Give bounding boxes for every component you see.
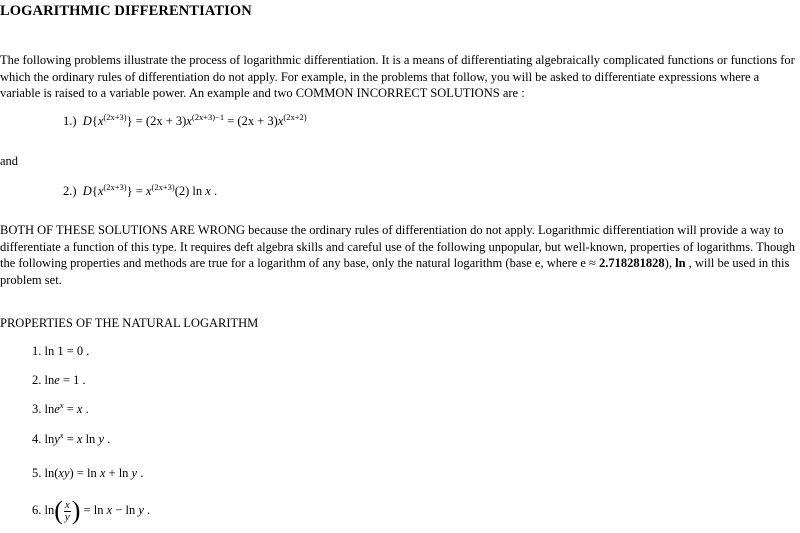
approx-symbol: ≈ bbox=[589, 256, 596, 270]
example-2-x2: x bbox=[145, 184, 152, 198]
example-2-label: 2.) bbox=[63, 184, 77, 198]
property-1 bbox=[32, 343, 89, 360]
example-1-exp: (2x+3) bbox=[103, 111, 127, 122]
example-1-x: x bbox=[97, 114, 104, 128]
property-3-sup: x bbox=[59, 399, 64, 410]
property-4-rvar: x bbox=[76, 432, 83, 446]
property-6-paren-close: ) bbox=[71, 496, 81, 525]
property-2-rhs: = 1 bbox=[62, 373, 80, 387]
example-1-exp3: (2x+2) bbox=[283, 111, 307, 122]
property-6-numerator: x bbox=[64, 498, 70, 511]
property-1-number: 1. bbox=[32, 344, 42, 358]
property-1-end: . bbox=[86, 344, 90, 358]
and-text: and bbox=[0, 154, 19, 168]
intro-paragraph: The following problems illustrate the process of logarithmic differentiation. It is a means of differentiating algebraically complicated functions or functions for which the ordinary rules of differentiation do not apply. For example, in the problems that follow, you will be asked to differentiate expressions where a variable is raised to a variable power. An example and two COMMON INCORRECT SOLUTIONS are : bbox=[0, 53, 795, 100]
property-6-rtail: − ln bbox=[115, 502, 136, 517]
page-title: LOGARITHMIC DIFFERENTIATION bbox=[0, 3, 252, 19]
example-1-equation bbox=[63, 113, 307, 130]
example-1-brace-open: { bbox=[91, 114, 98, 128]
property-2-lhs: ln bbox=[44, 373, 55, 387]
example-1-exp2: (2x+3)−1 bbox=[191, 111, 225, 122]
property-5-lhs: ln( bbox=[44, 466, 59, 480]
property-2-var: e bbox=[54, 373, 60, 387]
example-2-exp: (2x+3) bbox=[103, 181, 127, 192]
property-4-lhs: ln bbox=[44, 432, 55, 446]
property-5-end: . bbox=[140, 466, 144, 480]
properties-heading: PROPERTIES OF THE NATURAL LOGARITHM bbox=[0, 316, 259, 330]
example-1-eq2: = (2x + 3) bbox=[227, 114, 278, 128]
example-1-x2: x bbox=[186, 114, 192, 128]
property-3-number: 3. bbox=[32, 402, 42, 416]
property-1-lhs: ln 1 bbox=[44, 344, 64, 358]
property-4-rhs: = bbox=[66, 432, 74, 446]
example-2-x3: x bbox=[205, 184, 211, 198]
example-1-label: 1.) bbox=[63, 114, 77, 128]
property-4-end: . bbox=[107, 432, 111, 446]
property-4-sup: x bbox=[59, 429, 64, 440]
example-2-tail: (2) ln bbox=[174, 184, 203, 198]
property-3-end: . bbox=[85, 402, 89, 416]
property-6-rvar: x bbox=[106, 502, 113, 517]
explanation-paragraph bbox=[0, 222, 798, 288]
property-6-number: 6. bbox=[32, 502, 42, 517]
example-2-brace-open: { bbox=[91, 184, 98, 198]
example-2-end: . bbox=[213, 184, 218, 198]
example-2-x: x bbox=[97, 184, 104, 198]
example-1-eq1: = (2x + 3) bbox=[135, 114, 187, 128]
property-5-number: 5. bbox=[32, 466, 42, 480]
example-1-brace-close: } bbox=[126, 114, 133, 128]
example-1-x3: x bbox=[277, 114, 284, 128]
property-5-rvar: x bbox=[99, 466, 106, 480]
e-value: 2.718281828 bbox=[599, 256, 665, 270]
example-2-brace-close: } bbox=[126, 184, 133, 198]
property-6 bbox=[32, 498, 150, 524]
property-3-rhs: = bbox=[66, 402, 74, 416]
explanation-part-2: ), bbox=[664, 256, 676, 270]
property-6-rvar2: y bbox=[138, 502, 144, 517]
property-2-end: . bbox=[82, 373, 86, 387]
property-4-rtail: ln bbox=[85, 432, 96, 446]
example-2-eq: = bbox=[135, 184, 143, 198]
example-2-exp2: (2x+3) bbox=[151, 181, 175, 192]
property-3-rvar: x bbox=[76, 402, 83, 416]
property-1-rhs: = 0 bbox=[66, 344, 84, 358]
property-5-rhs: = ln bbox=[76, 466, 97, 480]
property-6-denominator: y bbox=[64, 510, 70, 523]
explanation-part-1: BOTH OF THESE SOLUTIONS ARE WRONG because the ordinary rules of differentiation do not apply. Logarithmic differentiation will provide a way to differentiate a function of this type. It requires deft algebra skills and careful use of the following unpopular, but well-known, properties of logarithms. Though the following properties and methods are true for a logarithm of any base, only the natural logarithm (base e, where e bbox=[0, 223, 796, 270]
property-5-rtail: + ln bbox=[108, 466, 129, 480]
example-2-d: D bbox=[82, 184, 92, 198]
example-1-d: D bbox=[82, 114, 92, 128]
property-5-rvar2: y bbox=[131, 466, 138, 480]
property-6-fraction bbox=[64, 500, 71, 523]
property-4-rvar2: y bbox=[98, 432, 104, 446]
property-4 bbox=[32, 431, 110, 448]
property-6-lhs: ln bbox=[44, 502, 55, 517]
example-2-equation bbox=[63, 183, 217, 200]
property-4-var: y bbox=[54, 432, 60, 446]
property-5-close: ) bbox=[69, 466, 74, 480]
property-2-number: 2. bbox=[32, 373, 42, 387]
property-4-number: 4. bbox=[32, 432, 42, 446]
property-5-var: xy bbox=[58, 466, 70, 480]
property-3 bbox=[32, 401, 89, 418]
ln-bold: ln bbox=[675, 256, 686, 270]
property-3-lhs: ln bbox=[44, 402, 55, 416]
property-5 bbox=[32, 465, 143, 482]
property-2 bbox=[32, 372, 86, 389]
property-6-rhs: = ln bbox=[83, 502, 104, 517]
property-6-end: . bbox=[147, 502, 151, 517]
property-3-var: e bbox=[54, 402, 60, 416]
property-6-paren-open: ( bbox=[54, 496, 63, 525]
explanation-part-3: , will be used in this problem set. bbox=[0, 256, 790, 287]
